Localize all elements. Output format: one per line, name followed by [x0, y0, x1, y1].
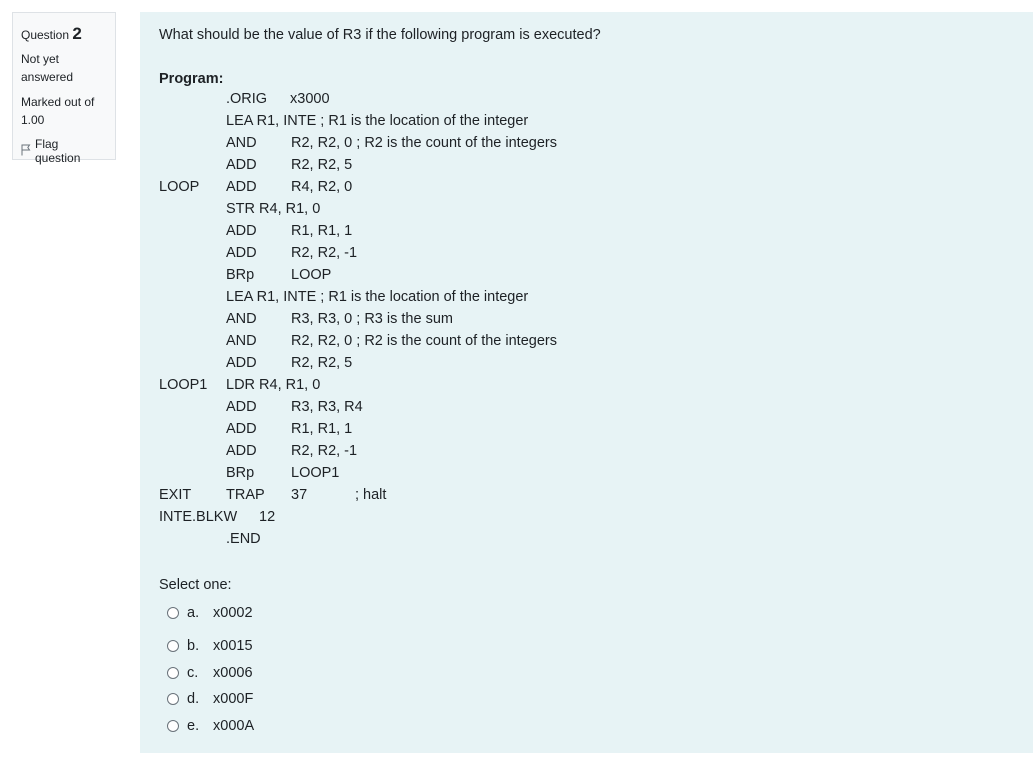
question-text: What should be the value of R3 if the following program is executed? — [159, 27, 601, 43]
question-grade — [21, 93, 107, 129]
code-args: R4, R2, 0 — [291, 179, 353, 195]
option-value: x0015 — [213, 638, 253, 654]
code-args: LOOP1 — [291, 465, 340, 481]
answer-option[interactable] — [167, 602, 253, 624]
question-word: Question — [21, 28, 70, 42]
option-letter: a. — [187, 605, 200, 621]
question-state — [21, 50, 107, 86]
code-opcode: BRp — [226, 267, 255, 283]
code-args: 37 — [291, 487, 308, 503]
state-line-1: Not yet — [21, 52, 60, 66]
select-one-label: Select one: — [159, 577, 232, 593]
grade-line-1: Marked out of — [21, 95, 95, 109]
code-args: R2, R2, -1 — [291, 245, 358, 261]
code-comment: ; halt — [355, 487, 387, 503]
code-label: LOOP1 — [159, 377, 208, 393]
option-value: x000A — [213, 718, 255, 734]
flag-question-button[interactable] — [21, 137, 107, 165]
code-args: R3, R3, R4 — [291, 399, 363, 415]
code-opcode: .ORIG — [226, 91, 268, 107]
code-args: R2, R2, 5 — [291, 157, 353, 173]
code-opcode: AND — [226, 135, 257, 151]
code-args: R2, R2, 5 — [291, 355, 353, 371]
code-opcode: TRAP — [226, 487, 265, 503]
code-opcode: LEA R1, INTE ; R1 is the location of the integer — [226, 289, 529, 305]
code-args: R2, R2, -1 — [291, 443, 358, 459]
code-opcode: .END — [226, 531, 261, 547]
code-args: R2, R2, 0 ; R2 is the count of the integers — [291, 333, 557, 349]
code-opcode: ADD — [226, 355, 257, 371]
code-opcode: ADD — [226, 179, 257, 195]
option-value: x0002 — [213, 605, 253, 621]
code-label: INTE.BLKW — [159, 509, 238, 525]
code-opcode: ADD — [226, 399, 257, 415]
code-args: R2, R2, 0 ; R2 is the count of the integers — [291, 135, 557, 151]
option-letter: b. — [187, 638, 200, 654]
option-value: x000F — [213, 691, 254, 707]
code-opcode: ADD — [226, 443, 257, 459]
code-opcode: STR R4, R1, 0 — [226, 201, 321, 217]
code-opcode: AND — [226, 311, 257, 327]
radio-button[interactable] — [167, 693, 179, 705]
option-value: x0006 — [213, 665, 253, 681]
grade-line-2: 1.00 — [21, 113, 45, 127]
radio-button[interactable] — [167, 607, 179, 619]
code-args: x3000 — [290, 91, 330, 107]
question-info-panel — [12, 12, 116, 165]
code-opcode: ADD — [226, 245, 257, 261]
flag-question-label: Flag question — [35, 137, 81, 165]
question-number-value: 2 — [72, 24, 82, 43]
radio-button[interactable] — [167, 667, 179, 679]
question-number — [21, 24, 107, 44]
code-args: R3, R3, 0 ; R3 is the sum — [291, 311, 453, 327]
code-opcode: ADD — [226, 157, 257, 173]
state-line-2: answered — [21, 70, 74, 84]
code-label: EXIT — [159, 487, 192, 503]
flag-icon — [21, 144, 31, 159]
option-letter: c. — [187, 665, 199, 681]
radio-button[interactable] — [167, 720, 179, 732]
option-letter: d. — [187, 691, 200, 707]
program-label: Program: — [159, 71, 224, 87]
code-args: R1, R1, 1 — [291, 223, 353, 239]
code-args: LOOP — [291, 267, 332, 283]
answer-option[interactable] — [167, 635, 253, 657]
answer-option[interactable] — [167, 662, 253, 684]
code-args: R1, R1, 1 — [291, 421, 353, 437]
radio-button[interactable] — [167, 640, 179, 652]
code-args: 12 — [259, 509, 276, 525]
answer-option[interactable] — [167, 715, 254, 737]
code-label: LOOP — [159, 179, 200, 195]
code-opcode: BRp — [226, 465, 255, 481]
option-letter: e. — [187, 718, 200, 734]
question-content — [140, 12, 1033, 753]
answer-option[interactable] — [167, 688, 253, 710]
code-opcode: ADD — [226, 421, 257, 437]
code-opcode: ADD — [226, 223, 257, 239]
code-opcode: LDR R4, R1, 0 — [226, 377, 321, 393]
code-opcode: AND — [226, 333, 257, 349]
code-opcode: LEA R1, INTE ; R1 is the location of the integer — [226, 113, 529, 129]
